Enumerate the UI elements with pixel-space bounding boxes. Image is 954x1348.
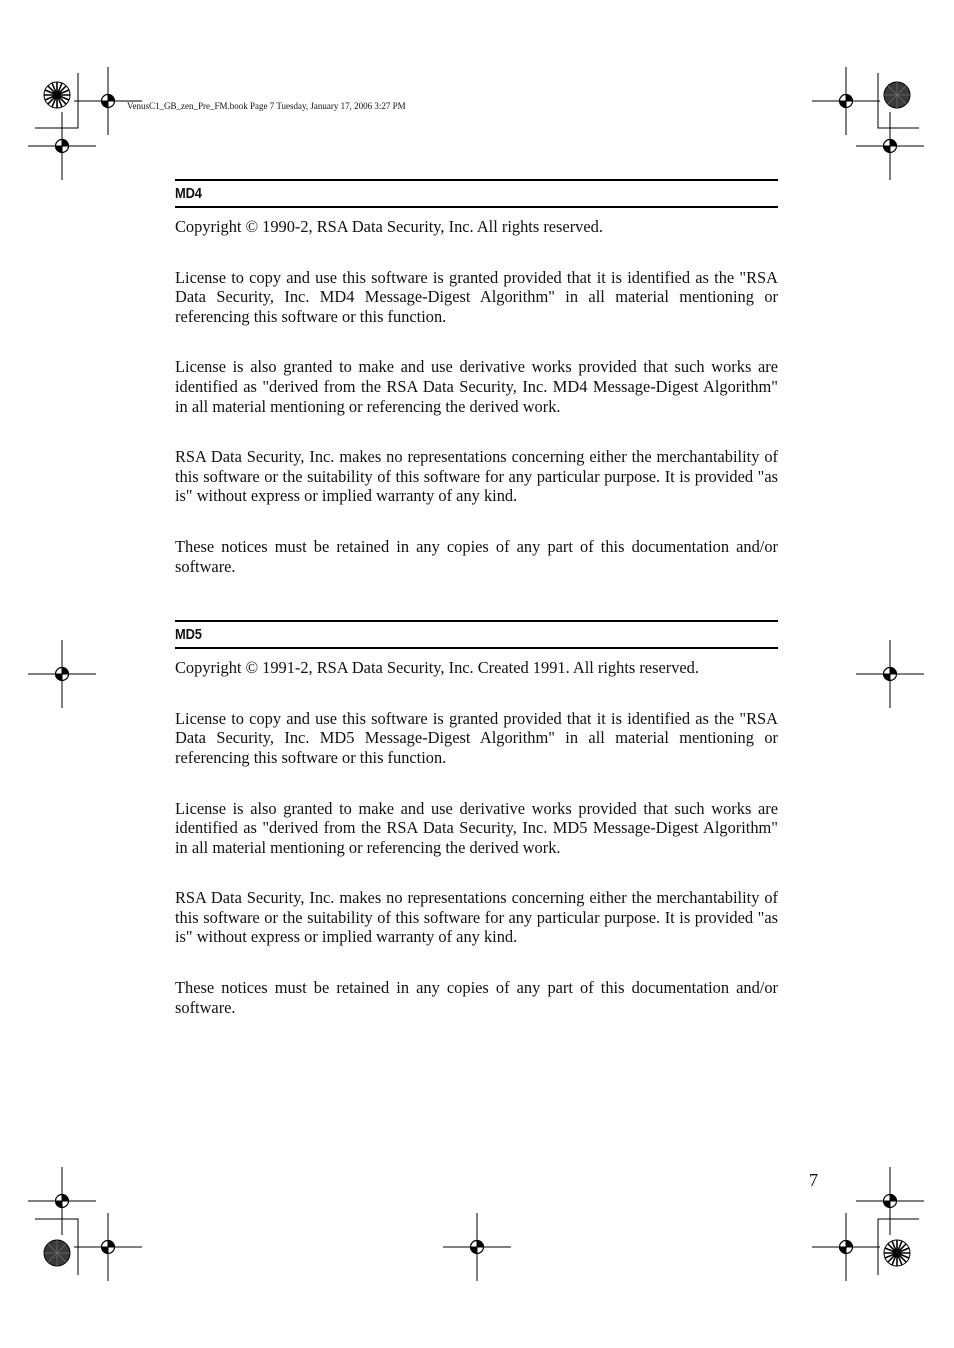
registration-mark-icon: [443, 1213, 511, 1281]
page-number: 7: [809, 1170, 818, 1190]
document-body: [175, 179, 778, 1017]
registration-mark-icon: [856, 640, 924, 708]
paragraph: These notices must be retained in any copies of any part of this documentation and/or software.: [175, 536, 778, 576]
registration-mark-icon: [856, 112, 924, 180]
registration-mark-icon: [28, 640, 96, 708]
section-heading: [175, 620, 778, 649]
registration-mark-icon: [28, 112, 96, 180]
paragraph: Copyright © 1991-2, RSA Data Security, Inc. Created 1991. All rights reserved.: [175, 658, 699, 678]
section-heading: [175, 179, 778, 208]
dark-disc-mark-icon: [44, 1240, 70, 1266]
paragraph: These notices must be retained in any copies of any part of this documentation and/or software.: [175, 978, 778, 1017]
registration-mark-icon: [812, 67, 880, 135]
star-mark-icon: [884, 1240, 910, 1266]
registration-mark-icon: [856, 1167, 924, 1235]
section-md4: [175, 179, 778, 576]
paragraph: License is also granted to make and use derivative works provided that such works are identified as "derived from the RSA Data Security, Inc. MD4 Message-Digest Algorithm" in all material mentioning or referencing the derived work.: [175, 357, 778, 416]
print-slug: VenusC1_GB_zen_Pre_FM.book Page 7 Tuesday, January 17, 2006 3:27 PM: [127, 101, 406, 111]
registration-mark-icon: [74, 1213, 142, 1281]
paragraph: RSA Data Security, Inc. makes no representations concerning either the merchantability of this software or the suitability of this software for any particular purpose. It is provided "as is" without express or implied warranty of any kind.: [175, 888, 778, 947]
paragraph: License to copy and use this software is granted provided that it is identified as the "RSA Data Security, Inc. MD4 Message-Digest Algorithm" in all material mentioning or referencing this software or this function.: [175, 267, 778, 326]
paragraph: License to copy and use this software is granted provided that it is identified as the "RSA Data Security, Inc. MD5 Message-Digest Algorithm" in all material mentioning or referencing this software or this function.: [175, 708, 778, 767]
registration-mark-icon: [812, 1213, 880, 1281]
section-title: MD4: [175, 185, 202, 202]
section-title: MD5: [175, 626, 202, 644]
section-md5: [175, 620, 778, 1017]
registration-mark-icon: [28, 1167, 96, 1235]
paragraph: License is also granted to make and use derivative works provided that such works are identified as "derived from the RSA Data Security, Inc. MD5 Message-Digest Algorithm" in all material mentioning or referencing the derived work.: [175, 798, 778, 857]
paragraph: RSA Data Security, Inc. makes no representations concerning either the merchantability of this software or the suitability of this software for any particular purpose. It is provided "as is" without express or implied warranty of any kind.: [175, 447, 778, 506]
dark-disc-mark-icon: [884, 82, 910, 108]
paragraph: Copyright © 1990-2, RSA Data Security, Inc. All rights reserved.: [175, 217, 603, 236]
star-mark-icon: [44, 82, 70, 108]
